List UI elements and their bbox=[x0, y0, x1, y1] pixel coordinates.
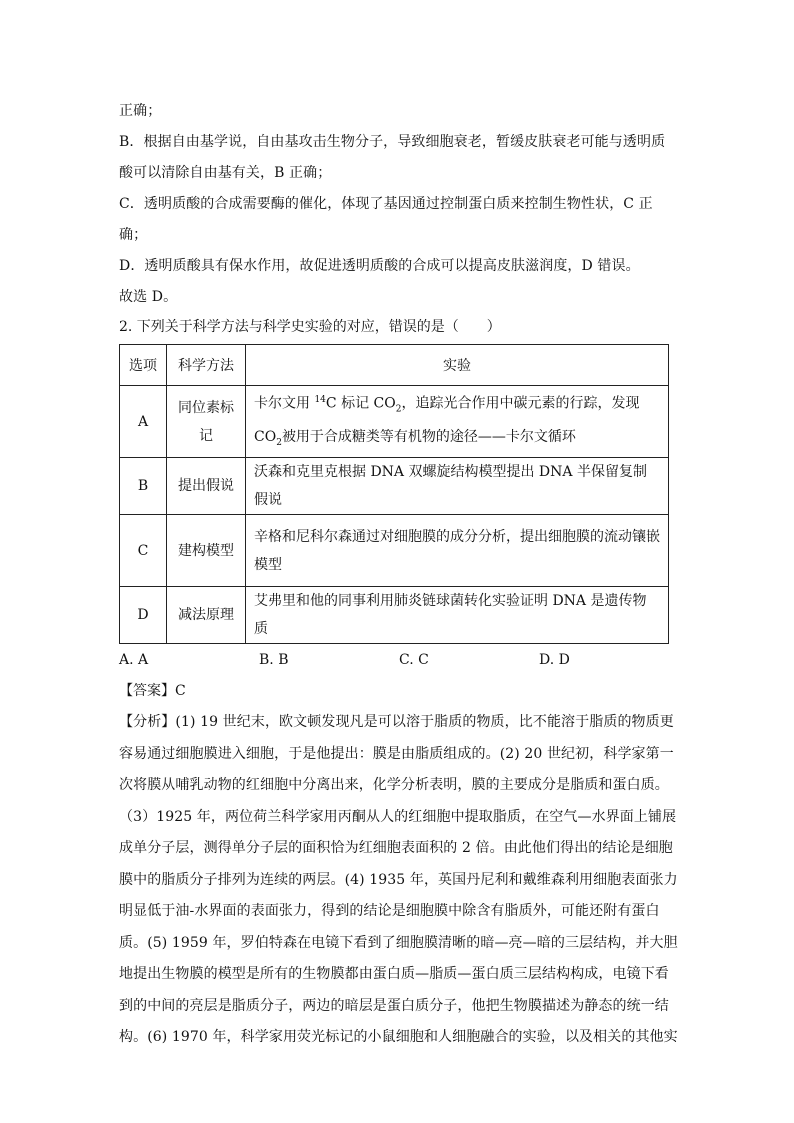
text-line: 故选 D。 bbox=[119, 289, 178, 305]
row-option: A bbox=[120, 386, 167, 458]
table-row bbox=[120, 386, 669, 458]
exp-text: 卡尔文用 bbox=[254, 395, 315, 412]
text-line: 酸可以清除自由基有关，B 正确； bbox=[119, 165, 332, 181]
text-line: 明显低于油-水界面的表面张力，得到的结论是细胞膜中除含有脂质外，可能还附有蛋白 bbox=[119, 903, 660, 920]
previous-explanation bbox=[119, 96, 679, 313]
table-header-row bbox=[120, 345, 669, 386]
table-row bbox=[120, 515, 669, 587]
text-line: 膜中的脂质分子排列为连续的两层。(4) 1935 年，英国丹尼利和戴维森利用细胞表面张力 bbox=[119, 871, 678, 888]
table-row bbox=[120, 587, 669, 644]
row-experiment: 沃森和克里克根据 DNA 双螺旋结构模型提出 DNA 半保留复制假说 bbox=[246, 458, 669, 515]
header-experiment: 实验 bbox=[246, 345, 669, 386]
row-experiment: 艾弗里和他的同事利用肺炎链球菌转化实验证明 DNA 是遗传物质 bbox=[246, 587, 669, 644]
text-line: 容易通过细胞膜进入细胞，于是他提出：膜是由脂质组成的。(2) 20 世纪初，科学家第一 bbox=[119, 745, 674, 762]
text-line: 到的中间的亮层是脂质分子，两边的暗层是蛋白质分子，他把生物膜描述为静态的统一结 bbox=[119, 997, 669, 1014]
question-stem: 2. 下列关于科学方法与科学史实验的对应，错误的是（ ） bbox=[119, 319, 501, 335]
row-experiment bbox=[246, 386, 669, 458]
question-table bbox=[119, 344, 669, 644]
text-line: B．根据自由基学说，自由基攻击生物分子，导致细胞衰老，暂缓皮肤衰老可能与透明质 bbox=[119, 134, 666, 150]
text-line: D．透明质酸具有保水作用，故促进透明质酸的合成可以提高皮肤滋润度，D 错误。 bbox=[119, 258, 640, 274]
text-line: 构。(6) 1970 年，科学家用荧光标记的小鼠细胞和人细胞融合的实验，以及相关的其他实 bbox=[119, 1029, 678, 1046]
answer-line: 【答案】C bbox=[119, 683, 186, 700]
row-option: D bbox=[120, 587, 167, 644]
exp-text: C 标记 CO bbox=[325, 395, 396, 412]
superscript: 14 bbox=[314, 395, 326, 405]
subscript: 2 bbox=[276, 438, 282, 449]
option-c: C. C bbox=[399, 652, 429, 669]
row-method: 减法原理 bbox=[167, 587, 246, 644]
text-line: 确； bbox=[119, 227, 148, 243]
text-line: 成单分子层，测得单分子层的面积恰为红细胞表面积的 2 倍。由此他们得出的结论是细胞 bbox=[119, 840, 673, 857]
analysis-section bbox=[119, 707, 679, 1054]
row-option: C bbox=[120, 515, 167, 587]
answer-options bbox=[119, 644, 679, 676]
header-method: 科学方法 bbox=[167, 345, 246, 386]
table-row bbox=[120, 458, 669, 515]
exp-text: ，追踪光合作用中碳元素的行踪，发现 CO bbox=[254, 395, 640, 446]
text-line: 地提出生物膜的模型是所有的生物膜都由蛋白质—脂质—蛋白质三层结构构成，电镜下看 bbox=[119, 966, 669, 983]
document-page bbox=[119, 96, 679, 1054]
option-a: A. A bbox=[119, 652, 149, 669]
option-b: B. B bbox=[259, 652, 289, 669]
row-method: 建构模型 bbox=[167, 515, 246, 587]
exp-text: 被用于合成糖类等有机物的途径——卡尔文循环 bbox=[281, 429, 576, 446]
option-d: D. D bbox=[539, 652, 570, 669]
text-line: 【分析】(1) 19 世纪末，欧文顿发现凡是可以溶于脂质的物质，比不能溶于脂质的物质更 bbox=[119, 714, 674, 731]
header-option: 选项 bbox=[120, 345, 167, 386]
text-line: 正确； bbox=[119, 103, 162, 119]
row-method: 提出假说 bbox=[167, 458, 246, 515]
subscript: 2 bbox=[395, 404, 402, 415]
row-method: 同位素标记 bbox=[167, 386, 246, 458]
text-line: （3）1925 年，两位荷兰科学家用丙酮从人的红细胞中提取脂质，在空气—水界面上铺展 bbox=[119, 808, 677, 825]
text-line: 次将膜从哺乳动物的红细胞中分离出来，化学分析表明，膜的主要成分是脂质和蛋白质。 bbox=[119, 777, 669, 794]
row-experiment: 辛格和尼科尔森通过对细胞膜的成分分析，提出细胞膜的流动镶嵌模型 bbox=[246, 515, 669, 587]
row-option: B bbox=[120, 458, 167, 515]
text-line: 质。(5) 1959 年，罗伯特森在电镜下看到了细胞膜清晰的暗—亮—暗的三层结构，并大胆 bbox=[119, 934, 678, 951]
text-line: C．透明质酸的合成需要酶的催化，体现了基因通过控制蛋白质来控制生物性状，C 正 bbox=[119, 196, 653, 212]
